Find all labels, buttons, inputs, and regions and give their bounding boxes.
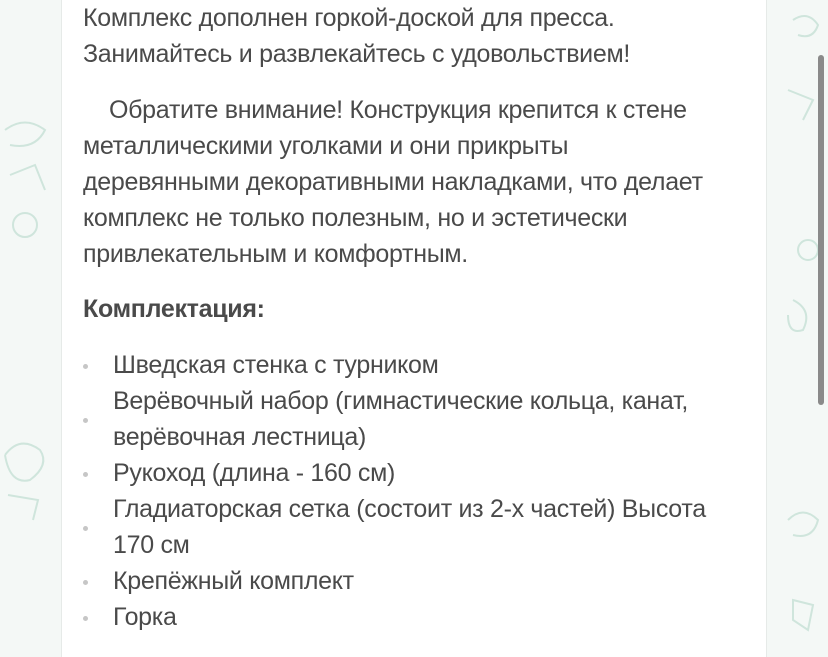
intro-line-1: Комплекс дополнен горкой-доской для пресса.	[83, 4, 615, 32]
note-line-2: металлическими уголками и они прикрыты	[83, 132, 569, 160]
list-item-text: Верёвочный набор (гимнастические кольца, канат, верёвочная лестница)	[113, 387, 689, 451]
bullet-icon	[83, 616, 88, 621]
bullet-icon	[83, 526, 88, 531]
kit-list	[83, 347, 743, 635]
list-item	[83, 347, 743, 383]
scrollbar[interactable]	[818, 55, 824, 405]
bullet-icon	[83, 580, 88, 585]
intro-line-2: Занимайтесь и развлекайтесь с удовольствием!	[83, 40, 630, 68]
list-item-text: Гладиаторская сетка (состоит из 2-х частей) Высота 170 см	[113, 495, 706, 559]
list-item	[83, 563, 743, 599]
note-line-4: комплекс не только полезным, но и эстетически	[83, 204, 628, 232]
list-item-text: Шведская стенка с турником	[113, 351, 439, 379]
kit-heading: Комплектация:	[83, 295, 265, 323]
bullet-icon	[83, 418, 88, 423]
list-item	[83, 455, 743, 491]
intro-paragraph	[83, 0, 743, 72]
bullet-icon	[83, 472, 88, 477]
list-item	[83, 599, 743, 635]
list-item	[83, 491, 743, 563]
note-line-3: деревянными декоративными накладками, что делает	[83, 168, 703, 196]
article-card	[61, 0, 767, 657]
background-decor-left	[0, 0, 60, 657]
list-item-text: Горка	[113, 603, 177, 631]
decor-doodles-left	[0, 0, 60, 657]
note-line-5: привлекательным и комфортным.	[83, 240, 468, 268]
note-paragraph	[83, 92, 743, 272]
note-line-1: Обратите внимание! Конструкция крепится к стене	[109, 96, 687, 124]
list-item-text: Рукоход (длина - 160 см)	[113, 459, 395, 487]
list-item	[83, 383, 743, 455]
list-item-text: Крепёжный комплект	[113, 567, 354, 595]
bullet-icon	[83, 364, 88, 369]
